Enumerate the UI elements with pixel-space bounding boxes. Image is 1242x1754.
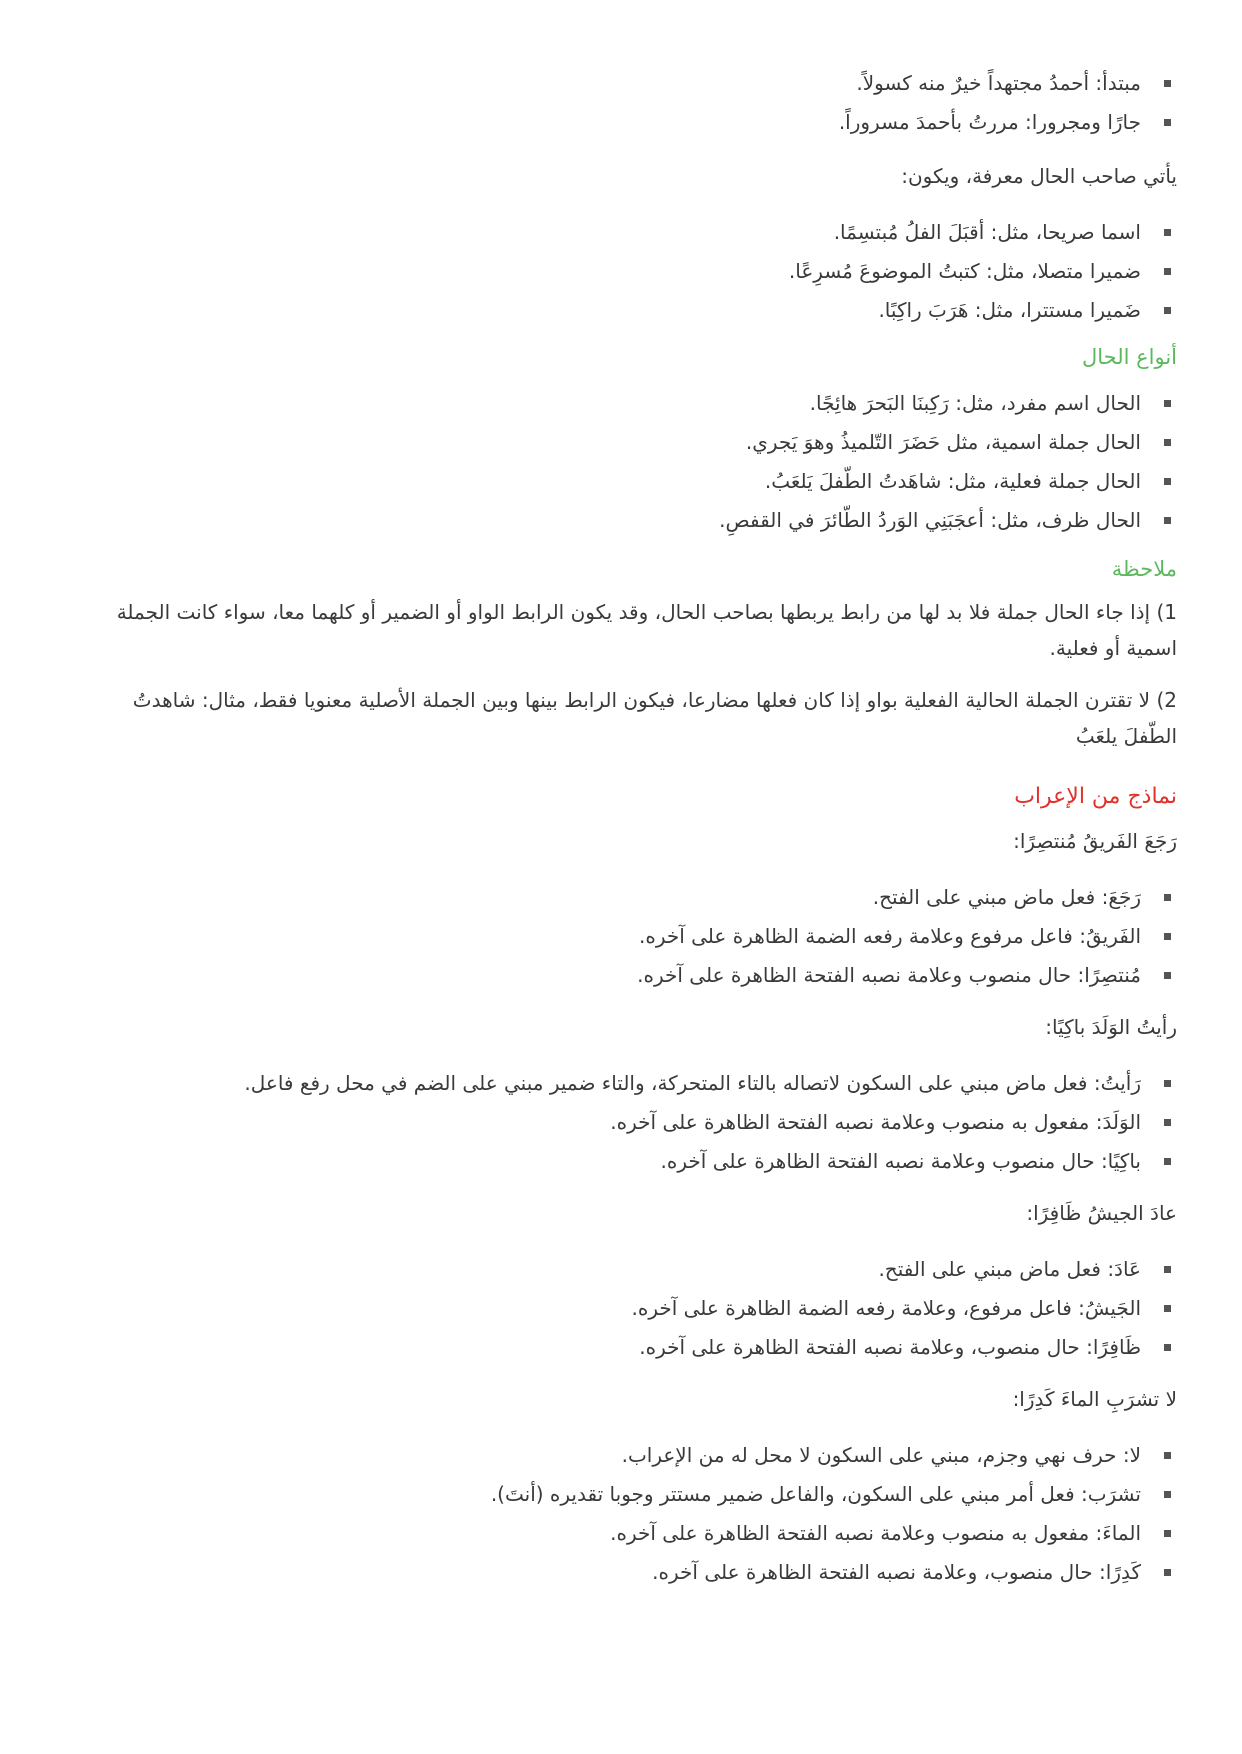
list-item: عَادَ: فعل ماض مبني على الفتح. (76, 1250, 1177, 1289)
owner-list (76, 213, 1177, 330)
list-item: رَجَعَ: فعل ماض مبني على الفتح. (76, 878, 1177, 917)
note-paragraph-2: 2) لا تقترن الجملة الحالية الفعلية بواو إذا كان فعلها مضارعا، فيكون الرابط بينها وبين الجملة الأصلية معنويا فقط، مثال: شاهدتُ الطّفلَ يلعَبُ (132, 688, 1177, 748)
types-list (76, 384, 1177, 540)
list-item: جارًا ومجرورا: مررتُ بأحمدَ مسروراً. (76, 103, 1177, 142)
list-item: ظَافِرًا: حال منصوب، وعلامة نصبه الفتحة الظاهرة على آخره. (76, 1328, 1177, 1367)
owner-intro: يأتي صاحب الحال معرفة، ويكون: (901, 164, 1177, 188)
list-item: الحال جملة فعلية، مثل: شاهَدتُ الطّفلَ يَلعَبُ. (76, 462, 1177, 501)
list-item: رَأيتُ: فعل ماض مبني على السكون لاتصاله بالتاء المتحركة، والتاء ضمير مبني على الضم في محل رفع فاعل. (76, 1064, 1177, 1103)
list-item: مُنتصِرًا: حال منصوب وعلامة نصبه الفتحة الظاهرة على آخره. (76, 956, 1177, 995)
example-parsing-list (76, 878, 1177, 995)
list-item: الحال جملة اسمية، مثل حَضَرَ التّلميذُ وهوَ يَجري. (76, 423, 1177, 462)
note-paragraph-1: 1) إذا جاء الحال جملة فلا بد لها من رابط يربطها بصاحب الحال، وقد يكون الرابط الواو أو الضمير أو كلهما معا، سواء كانت الجملة اسمية أو فعلية. (116, 600, 1177, 660)
list-item: الفَريقُ: فاعل مرفوع وعلامة رفعه الضمة الظاهرة على آخره. (76, 917, 1177, 956)
list-item: الوَلَدَ: مفعول به منصوب وعلامة نصبه الفتحة الظاهرة على آخره. (76, 1103, 1177, 1142)
note-heading: ملاحظة (1111, 557, 1177, 581)
example-parsing-list (76, 1250, 1177, 1367)
list-item: ضَميرا مستترا، مثل: هَرَبَ راكِبًا. (76, 291, 1177, 330)
list-item: كَدِرًا: حال منصوب، وعلامة نصبه الفتحة الظاهرة على آخره. (76, 1553, 1177, 1592)
list-item: الحال ظرف، مثل: أعجَبَنِي الوَردُ الطّائرَ في القفصِ. (76, 501, 1177, 540)
example-parsing-list (76, 1436, 1177, 1592)
list-item: الحال اسم مفرد، مثل: رَكِبنَا البَحرَ هائِجًا. (76, 384, 1177, 423)
example-sentence: عادَ الجيشُ ظَافِرًا: (1026, 1201, 1177, 1225)
types-heading: أنواع الحال (1081, 345, 1177, 369)
list-item: لا: حرف نهي وجزم، مبني على السكون لا محل له من الإعراب. (76, 1436, 1177, 1475)
list-item: الماءَ: مفعول به منصوب وعلامة نصبه الفتحة الظاهرة على آخره. (76, 1514, 1177, 1553)
list-item: اسما صريحا، مثل: أقبَلَ الفلُ مُبتسِمًا. (76, 213, 1177, 252)
example-sentence: لا تشرَبِ الماءَ كَدِرًا: (1012, 1387, 1177, 1411)
example-sentence: رَجَعَ الفَريقُ مُنتصِرًا: (1013, 829, 1177, 853)
list-item: باكِيًا: حال منصوب وعلامة نصبه الفتحة الظاهرة على آخره. (76, 1142, 1177, 1181)
list-item: ضميرا متصلا، مثل: كتبتُ الموضوعَ مُسرِعًا. (76, 252, 1177, 291)
example-sentence: رأيتُ الوَلَدَ باكِيًا: (1045, 1015, 1177, 1039)
list-item: الجَيشُ: فاعل مرفوع، وعلامة رفعه الضمة الظاهرة على آخره. (76, 1289, 1177, 1328)
intro-list (76, 64, 1177, 142)
list-item: تشرَب: فعل أمر مبني على السكون، والفاعل ضمير مستتر وجوبا تقديره (أنتَ). (76, 1475, 1177, 1514)
example-parsing-list (76, 1064, 1177, 1181)
list-item: مبتدأ: أحمدُ مجتهداً خيرٌ منه كسولاً. (76, 64, 1177, 103)
parsing-heading: نماذج من الإعراب (1014, 784, 1177, 809)
